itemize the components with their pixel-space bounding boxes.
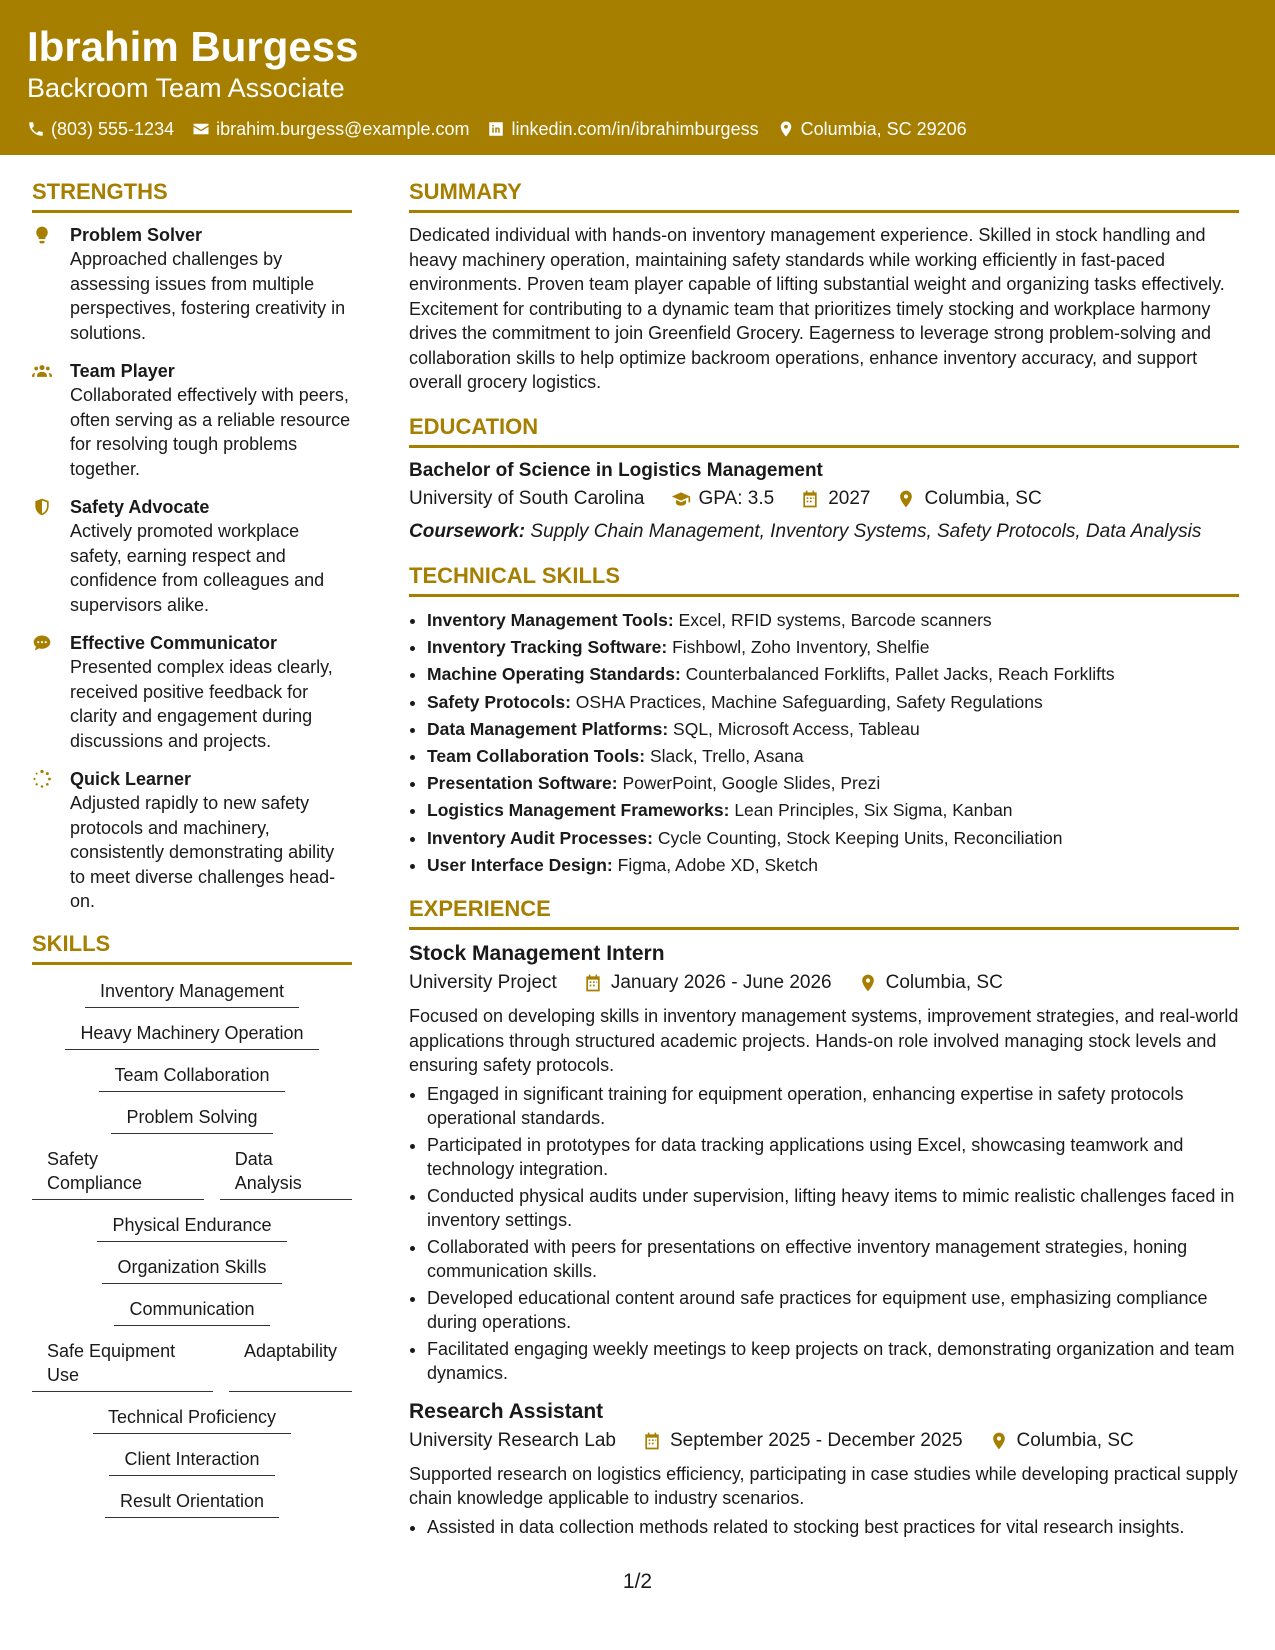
email-text: ibrahim.burgess@example.com <box>216 119 470 139</box>
skill-row <box>109 1447 274 1476</box>
skill-tag: Physical Endurance <box>97 1213 286 1242</box>
technical-skill-label: Inventory Tracking Software: <box>427 637 668 658</box>
technical-skill-item <box>427 797 1239 824</box>
linkedin-text: linkedin.com/in/ibrahimburgess <box>511 119 759 139</box>
job-description: Focused on developing skills in inventory management systems, improvement strategies, and real-world applications through structured academic projects. Hands-on role involved managing stock levels and ensuring safety protocols. <box>409 1006 1239 1076</box>
technical-skill-item <box>427 634 1239 661</box>
strength-item <box>32 495 352 617</box>
job-bullet: • Conducted physical audits under supervision, lifting heavy items to mimic realistic challenges faced in inventory settings. <box>427 1184 1239 1233</box>
strength-title: Team Player <box>70 361 175 381</box>
technical-skill-item <box>427 607 1239 634</box>
technical-skill-value: Figma, Adobe XD, Sketch <box>612 854 819 875</box>
technical-skill-label: Data Management Platforms: <box>427 718 669 739</box>
skill-tag: Communication <box>114 1297 269 1326</box>
technical-skill-label: User Interface Design: <box>427 854 613 875</box>
calendar-icon <box>583 973 603 993</box>
candidate-name: Ibrahim Burgess <box>27 23 359 70</box>
lightbulb-icon <box>32 225 52 245</box>
job-bullet: • Engaged in significant training for equipment operation, enhancing expertise in safety protocols operational standards. <box>427 1082 1239 1131</box>
technical-skill-item <box>427 852 1239 879</box>
resume-header <box>0 0 1275 155</box>
job-bullet: • Facilitated engaging weekly meetings to keep projects on track, demonstrating organization and team dynamics. <box>427 1337 1239 1386</box>
job-org: University Research Lab <box>409 1429 616 1451</box>
skill-tag: Client Interaction <box>109 1447 274 1476</box>
skill-tag: Safety Compliance <box>32 1147 204 1200</box>
education-location: Columbia, SC <box>924 487 1042 509</box>
skill-row <box>65 1021 318 1050</box>
skill-row <box>114 1297 269 1326</box>
coursework <box>409 520 1239 545</box>
strength-desc: Approached challenges by assessing issues from multiple perspectives, fostering creativity in solutions. <box>70 249 346 343</box>
right-column <box>409 178 1239 1551</box>
technical-skill-value: OSHA Practices, Machine Safeguarding, Safety Regulations <box>570 691 1043 712</box>
contact-linkedin[interactable] <box>487 117 758 141</box>
technical-skill-label: Logistics Management Frameworks: <box>427 800 730 821</box>
technical-skill-value: PowerPoint, Google Slides, Prezi <box>617 773 881 794</box>
map-pin-icon <box>896 489 916 509</box>
technical-skills-list <box>409 607 1239 879</box>
skill-row <box>32 1147 352 1200</box>
job-bullets <box>409 1515 1239 1540</box>
skill-tag: Technical Proficiency <box>93 1405 291 1434</box>
strength-item <box>32 631 352 753</box>
experience-heading: EXPERIENCE <box>409 895 1239 930</box>
skill-tag: Result Orientation <box>105 1489 279 1518</box>
map-pin-icon <box>858 973 878 993</box>
experience-list <box>409 940 1239 1539</box>
technical-skill-label: Team Collaboration Tools: <box>427 746 646 767</box>
shield-icon <box>32 497 52 517</box>
education-heading: EDUCATION <box>409 413 1239 448</box>
strength-item <box>32 359 352 481</box>
left-column <box>32 178 352 1531</box>
strength-desc: Presented complex ideas clearly, received positive feedback for clarity and engagement during discussions and projects. <box>70 657 333 751</box>
contact-phone[interactable] <box>27 117 174 141</box>
strength-title: Effective Communicator <box>70 633 278 653</box>
job-bullet: • Participated in prototypes for data tracking applications using Excel, showcasing teamwork and technology integration. <box>427 1133 1239 1182</box>
skill-tag: Inventory Management <box>85 979 299 1008</box>
technical-skill-item <box>427 716 1239 743</box>
skill-tag: Heavy Machinery Operation <box>65 1021 318 1050</box>
map-pin-icon <box>989 1431 1009 1451</box>
skills-heading: SKILLS <box>32 930 352 965</box>
skill-row <box>85 979 299 1008</box>
gpa: GPA: 3.5 <box>698 487 775 509</box>
job-bullet: • Collaborated with peers for presentations on effective inventory management strategies, honing communication skills. <box>427 1235 1239 1284</box>
contact-email[interactable] <box>192 117 469 141</box>
job-role: Stock Management Intern <box>409 942 665 966</box>
skill-row <box>32 1339 352 1392</box>
education-meta <box>409 484 1239 514</box>
strength-title: Safety Advocate <box>70 497 210 517</box>
envelope-icon <box>192 120 210 138</box>
skill-tag: Team Collaboration <box>99 1063 284 1092</box>
map-pin-icon <box>777 120 795 138</box>
comment-icon <box>32 633 52 653</box>
technical-skill-label: Inventory Audit Processes: <box>427 827 653 848</box>
technical-skill-value: Counterbalanced Forklifts, Pallet Jacks, Reach Forklifts <box>680 664 1115 685</box>
strength-desc: Actively promoted workplace safety, earning respect and confidence from colleagues and supervisors alike. <box>70 521 325 615</box>
page-number: 1/2 <box>622 1570 653 1593</box>
job-dates: September 2025 - December 2025 <box>669 1429 963 1451</box>
technical-skill-value: Lean Principles, Six Sigma, Kanban <box>729 800 1013 821</box>
summary-text: Dedicated individual with hands-on inventory management experience. Skilled in stock handling and heavy machinery operation, maintaining safety standards while working efficiently in fast-paced environments. Proven team player capable of lifting substantial weight and organizing tasks effectively. Excitement for contributing to a dynamic team that prioritizes timely stocking and workplace harmony drives the commitment to join Greenfield Grocery. Eagerness to leverage strong problem-solving and collaboration skills to help optimize backroom operations, enhance inventory accuracy, and support overall grocery logistics. <box>409 225 1225 392</box>
degree: Bachelor of Science in Logistics Management <box>409 459 823 481</box>
skill-tag: Organization Skills <box>102 1255 281 1284</box>
job-meta <box>409 1426 1239 1456</box>
job-role: Research Assistant <box>409 1399 604 1423</box>
technical-skill-item <box>427 689 1239 716</box>
coursework-label: Coursework: <box>409 520 526 542</box>
job-dates: January 2026 - June 2026 <box>610 972 832 994</box>
phone-icon <box>27 120 45 138</box>
job-location: Columbia, SC <box>1016 1429 1134 1451</box>
technical-skill-item <box>427 661 1239 688</box>
technical-skills-heading: TECHNICAL SKILLS <box>409 562 1239 597</box>
technical-skill-label: Machine Operating Standards: <box>427 664 681 685</box>
technical-skill-value: Slack, Trello, Asana <box>645 746 804 767</box>
technical-skill-item <box>427 825 1239 852</box>
job-bullet: • Developed educational content around safe practices for equipment use, emphasizing compliance during operations. <box>427 1286 1239 1335</box>
users-icon <box>32 361 52 381</box>
strength-title: Quick Learner <box>70 769 192 789</box>
skill-tag: Problem Solving <box>111 1105 272 1134</box>
strength-desc: Collaborated effectively with peers, often serving as a reliable resource for resolving tough problems together. <box>70 385 351 479</box>
technical-skill-item <box>427 770 1239 797</box>
skill-tag: Data Analysis <box>220 1147 352 1200</box>
job-description: Supported research on logistics efficiency, participating in case studies while developing practical supply chain knowledge applicable to industry scenarios. <box>409 1463 1238 1509</box>
technical-skill-value: Excel, RFID systems, Barcode scanners <box>673 610 992 630</box>
location-text: Columbia, SC 29206 <box>800 119 967 139</box>
job-bullet: • Assisted in data collection methods related to stocking best practices for vital research insights. <box>427 1515 1239 1540</box>
technical-skill-label: Presentation Software: <box>427 773 618 794</box>
graduation-cap-icon <box>671 489 691 509</box>
technical-skill-label: Safety Protocols: <box>427 691 571 712</box>
skill-row <box>93 1405 291 1434</box>
phone-text: (803) 555-1234 <box>51 119 175 139</box>
contact-location <box>777 117 967 141</box>
coursework-list: Supply Chain Management, Inventory Systems, Safety Protocols, Data Analysis <box>525 520 1202 542</box>
strength-title: Problem Solver <box>70 225 203 245</box>
experience-entry <box>409 940 1239 1386</box>
contact-bar <box>27 117 1275 141</box>
grad-year: 2027 <box>828 487 871 509</box>
strengths-heading: STRENGTHS <box>32 178 352 213</box>
experience-entry <box>409 1398 1239 1540</box>
job-org: University Project <box>409 972 557 994</box>
technical-skill-value: SQL, Microsoft Access, Tableau <box>668 718 920 739</box>
calendar-icon <box>642 1431 662 1451</box>
skill-tags <box>32 979 352 1531</box>
technical-skill-value: Cycle Counting, Stock Keeping Units, Reconciliation <box>652 827 1063 848</box>
skill-row <box>105 1489 279 1518</box>
technical-skill-value: Fishbowl, Zoho Inventory, Shelfie <box>667 637 930 658</box>
calendar-icon <box>800 489 820 509</box>
strength-desc: Adjusted rapidly to new safety protocols and machinery, consistently demonstrating ability to meet diverse challenges head-on. <box>70 793 336 911</box>
job-bullets <box>409 1082 1239 1386</box>
school: University of South Carolina <box>409 487 645 509</box>
technical-skill-label: Inventory Management Tools: <box>427 610 674 630</box>
strength-item <box>32 223 352 345</box>
skill-row <box>111 1105 272 1134</box>
skill-tag: Safe Equipment Use <box>32 1339 213 1392</box>
candidate-title: Backroom Team Associate <box>27 73 345 103</box>
skills-section <box>32 930 352 1531</box>
skill-row <box>102 1255 281 1284</box>
skill-row <box>97 1213 286 1242</box>
skill-tag: Adaptability <box>229 1339 352 1392</box>
spinner-icon <box>32 769 52 789</box>
job-location: Columbia, SC <box>885 972 1003 994</box>
linkedin-icon <box>487 120 505 138</box>
summary-heading: SUMMARY <box>409 178 1239 213</box>
technical-skill-item <box>427 743 1239 770</box>
job-meta <box>409 968 1239 998</box>
skill-row <box>99 1063 284 1092</box>
strength-item <box>32 767 352 914</box>
